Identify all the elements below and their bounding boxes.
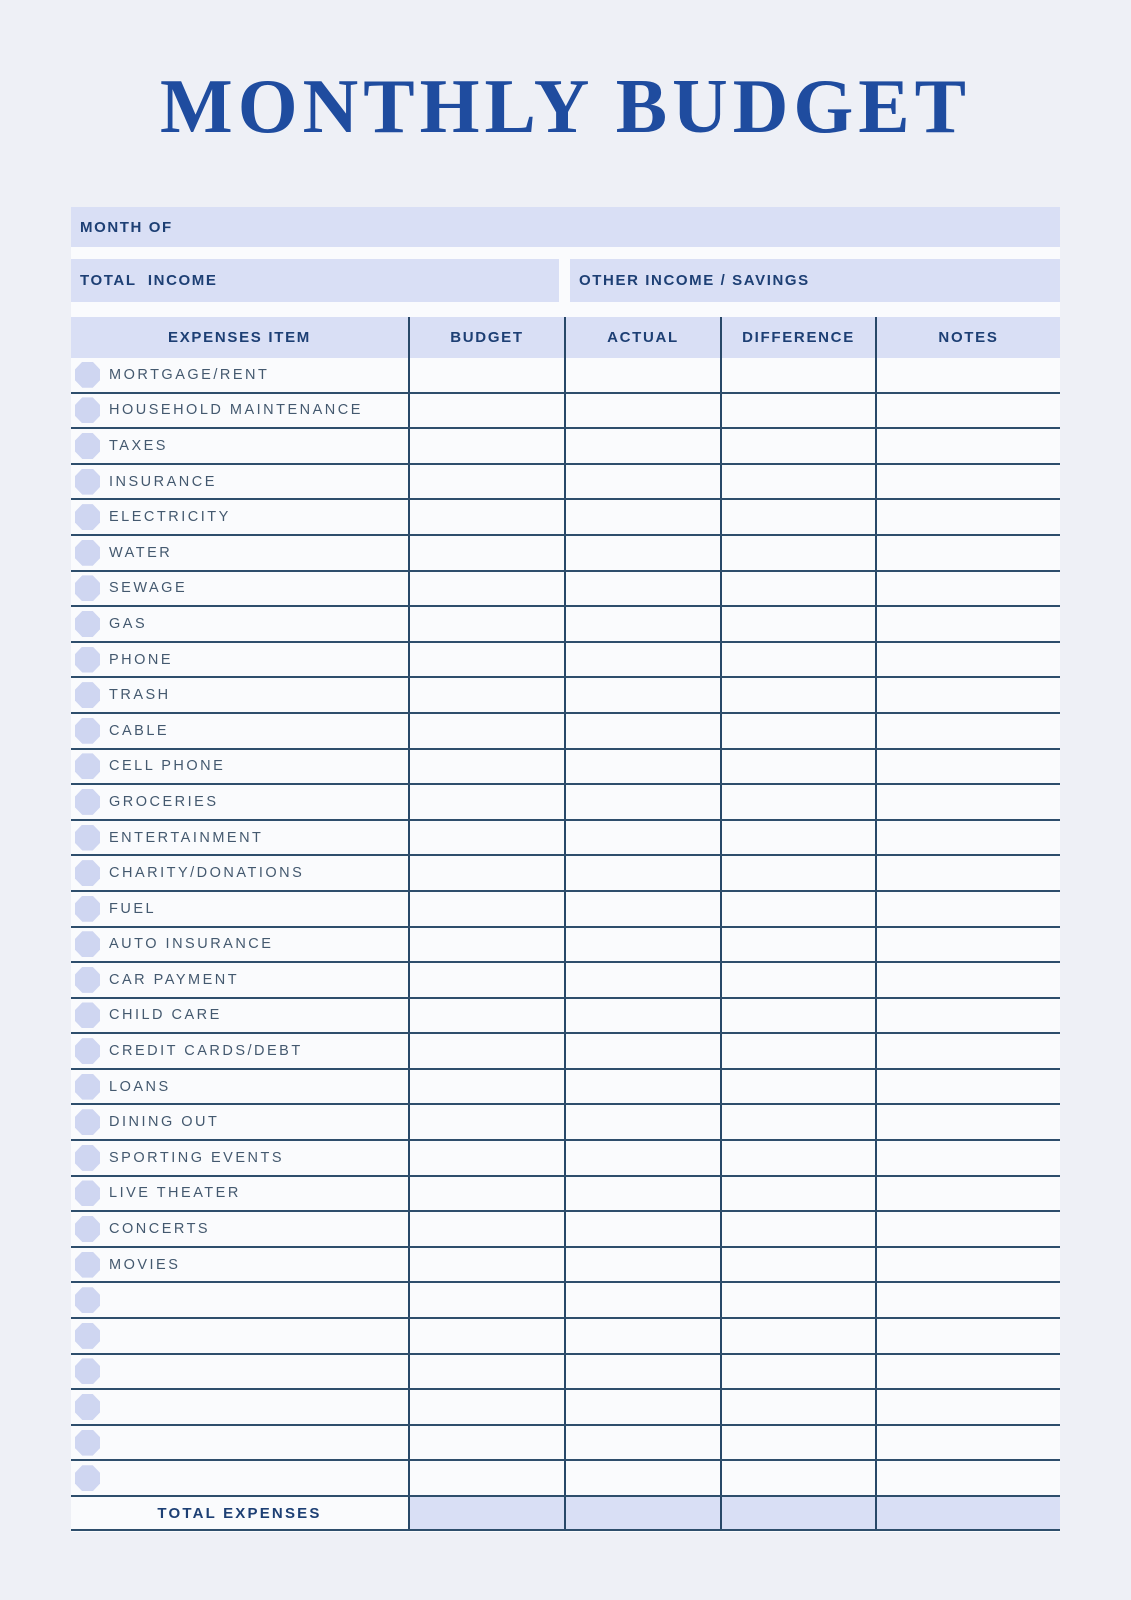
expense-item-cell <box>71 643 408 677</box>
notes-cell <box>875 750 1060 784</box>
table-row <box>71 1141 1060 1177</box>
table-row <box>71 1212 1060 1248</box>
expense-item-cell <box>71 1319 408 1353</box>
notes-cell <box>875 785 1060 819</box>
expense-item-cell <box>71 714 408 748</box>
header-budget: BUDGET <box>408 317 564 358</box>
difference-cell <box>720 928 875 962</box>
total-budget-cell <box>408 1497 564 1529</box>
actual-cell <box>564 1319 720 1353</box>
expense-item-cell <box>71 1105 408 1139</box>
bullet-icon <box>75 931 100 957</box>
bullet-icon <box>75 1074 100 1100</box>
expense-item-cell <box>71 678 408 712</box>
table-row <box>71 963 1060 999</box>
table-row <box>71 358 1060 394</box>
difference-cell <box>720 643 875 677</box>
budget-cell <box>408 1248 564 1282</box>
table-row <box>71 1283 1060 1319</box>
table-row <box>71 1355 1060 1391</box>
difference-cell <box>720 536 875 570</box>
expense-item-label: MOVIES <box>109 1256 181 1273</box>
actual-cell <box>564 465 720 499</box>
budget-cell <box>408 1141 564 1175</box>
total-income-label: TOTAL INCOME <box>80 272 218 289</box>
actual-cell <box>564 999 720 1033</box>
bullet-icon <box>75 1465 100 1491</box>
table-row <box>71 643 1060 679</box>
expense-item-label: MORTGAGE/RENT <box>109 366 270 383</box>
expense-item-label: LOANS <box>109 1078 171 1095</box>
notes-cell <box>875 678 1060 712</box>
table-body <box>71 358 1060 1497</box>
notes-cell <box>875 429 1060 463</box>
bullet-icon <box>75 896 100 922</box>
notes-cell <box>875 394 1060 428</box>
table-row <box>71 536 1060 572</box>
month-of-field <box>71 207 1060 247</box>
notes-cell <box>875 1390 1060 1424</box>
notes-cell <box>875 358 1060 392</box>
actual-cell <box>564 358 720 392</box>
bullet-icon <box>75 789 100 815</box>
difference-cell <box>720 1248 875 1282</box>
expense-item-cell <box>71 1034 408 1068</box>
total-difference-cell <box>720 1497 875 1529</box>
notes-cell <box>875 1248 1060 1282</box>
budget-cell <box>408 1105 564 1139</box>
total-income-field <box>71 259 559 302</box>
difference-cell <box>720 1461 875 1495</box>
bullet-icon <box>75 1109 100 1135</box>
difference-cell <box>720 1390 875 1424</box>
notes-cell <box>875 856 1060 890</box>
budget-cell <box>408 892 564 926</box>
table-row <box>71 750 1060 786</box>
expense-item-label: TRASH <box>109 687 171 704</box>
notes-cell <box>875 1034 1060 1068</box>
notes-cell <box>875 1461 1060 1495</box>
notes-cell <box>875 1319 1060 1353</box>
table-row <box>71 785 1060 821</box>
budget-cell <box>408 714 564 748</box>
budget-cell <box>408 678 564 712</box>
notes-cell <box>875 1355 1060 1389</box>
expense-item-cell <box>71 750 408 784</box>
actual-cell <box>564 1070 720 1104</box>
difference-cell <box>720 714 875 748</box>
actual-cell <box>564 1426 720 1460</box>
bullet-icon <box>75 682 100 708</box>
expense-item-cell <box>71 785 408 819</box>
budget-cell <box>408 1283 564 1317</box>
expense-item-label: INSURANCE <box>109 473 217 490</box>
table-row <box>71 1105 1060 1141</box>
other-income-savings-label: OTHER INCOME / SAVINGS <box>579 272 810 289</box>
difference-cell <box>720 856 875 890</box>
difference-cell <box>720 465 875 499</box>
bullet-icon <box>75 753 100 779</box>
bullet-icon <box>75 860 100 886</box>
actual-cell <box>564 750 720 784</box>
budget-cell <box>408 928 564 962</box>
expense-item-label: GAS <box>109 615 148 632</box>
notes-cell <box>875 928 1060 962</box>
page-title: MONTHLY BUDGET <box>160 63 971 149</box>
notes-cell <box>875 1141 1060 1175</box>
budget-cell <box>408 1461 564 1495</box>
table-row <box>71 1248 1060 1284</box>
expense-item-cell <box>71 394 408 428</box>
table-row <box>71 429 1060 465</box>
expense-item-label: ELECTRICITY <box>109 509 231 526</box>
expense-item-label: LIVE THEATER <box>109 1185 241 1202</box>
actual-cell <box>564 643 720 677</box>
difference-cell <box>720 1070 875 1104</box>
actual-cell <box>564 714 720 748</box>
table-row <box>71 1070 1060 1106</box>
difference-cell <box>720 1141 875 1175</box>
difference-cell <box>720 1212 875 1246</box>
difference-cell <box>720 1426 875 1460</box>
bullet-icon <box>75 825 100 851</box>
expense-item-cell <box>71 1283 408 1317</box>
actual-cell <box>564 856 720 890</box>
table-row <box>71 1177 1060 1213</box>
table-row <box>71 892 1060 928</box>
table-row <box>71 1426 1060 1462</box>
difference-cell <box>720 500 875 534</box>
table-header-row <box>71 317 1060 358</box>
notes-cell <box>875 536 1060 570</box>
expense-item-label: CABLE <box>109 722 170 739</box>
expense-item-label: TAXES <box>109 437 168 454</box>
notes-cell <box>875 963 1060 997</box>
expense-item-cell <box>71 999 408 1033</box>
notes-cell <box>875 1426 1060 1460</box>
budget-cell <box>408 1070 564 1104</box>
header-notes: NOTES <box>875 317 1060 358</box>
bullet-icon <box>75 1002 100 1028</box>
expenses-table <box>71 317 1060 1531</box>
difference-cell <box>720 1177 875 1211</box>
bullet-icon <box>75 1216 100 1242</box>
actual-cell <box>564 1105 720 1139</box>
expense-item-label: ENTERTAINMENT <box>109 829 264 846</box>
notes-cell <box>875 999 1060 1033</box>
bullet-icon <box>75 611 100 637</box>
expense-item-label: PHONE <box>109 651 174 668</box>
actual-cell <box>564 394 720 428</box>
content-area <box>71 207 1060 1532</box>
difference-cell <box>720 963 875 997</box>
budget-cell <box>408 500 564 534</box>
expense-item-label: AUTO INSURANCE <box>109 936 274 953</box>
difference-cell <box>720 607 875 641</box>
budget-cell <box>408 358 564 392</box>
budget-cell <box>408 1177 564 1211</box>
expense-item-label: FUEL <box>109 900 157 917</box>
difference-cell <box>720 821 875 855</box>
budget-cell <box>408 643 564 677</box>
total-actual-cell <box>564 1497 720 1529</box>
header-actual: ACTUAL <box>564 317 720 358</box>
notes-cell <box>875 572 1060 606</box>
actual-cell <box>564 892 720 926</box>
notes-cell <box>875 714 1060 748</box>
table-row <box>71 714 1060 750</box>
budget-cell <box>408 750 564 784</box>
table-row <box>71 1390 1060 1426</box>
budget-cell <box>408 536 564 570</box>
expense-item-cell <box>71 1390 408 1424</box>
expense-item-label: CREDIT CARDS/DEBT <box>109 1043 303 1060</box>
table-row <box>71 928 1060 964</box>
expense-item-cell <box>71 429 408 463</box>
bullet-icon <box>75 1430 100 1456</box>
expense-item-cell <box>71 928 408 962</box>
difference-cell <box>720 1105 875 1139</box>
expense-item-cell <box>71 536 408 570</box>
table-row <box>71 999 1060 1035</box>
total-expenses-row <box>71 1497 1060 1531</box>
expense-item-cell <box>71 1248 408 1282</box>
notes-cell <box>875 1070 1060 1104</box>
notes-cell <box>875 643 1060 677</box>
expense-item-label: SEWAGE <box>109 580 188 597</box>
bullet-icon <box>75 1180 100 1206</box>
budget-cell <box>408 785 564 819</box>
expense-item-cell <box>71 572 408 606</box>
expense-item-label: SPORTING EVENTS <box>109 1149 285 1166</box>
notes-cell <box>875 607 1060 641</box>
actual-cell <box>564 1034 720 1068</box>
notes-cell <box>875 892 1060 926</box>
actual-cell <box>564 928 720 962</box>
expense-item-label: CONCERTS <box>109 1221 211 1238</box>
table-row <box>71 500 1060 536</box>
notes-cell <box>875 500 1060 534</box>
budget-cell <box>408 1355 564 1389</box>
table-row <box>71 607 1060 643</box>
expense-item-cell <box>71 1177 408 1211</box>
expense-item-cell <box>71 963 408 997</box>
budget-cell <box>408 1426 564 1460</box>
table-row <box>71 678 1060 714</box>
budget-cell <box>408 963 564 997</box>
expense-item-label: CELL PHONE <box>109 758 226 775</box>
difference-cell <box>720 678 875 712</box>
other-income-savings-field <box>570 259 1060 302</box>
notes-cell <box>875 465 1060 499</box>
actual-cell <box>564 1212 720 1246</box>
bullet-icon <box>75 1323 100 1349</box>
budget-cell <box>408 465 564 499</box>
actual-cell <box>564 1248 720 1282</box>
expense-item-cell <box>71 1461 408 1495</box>
bullet-icon <box>75 540 100 566</box>
actual-cell <box>564 607 720 641</box>
expense-item-label: WATER <box>109 544 173 561</box>
bullet-icon <box>75 967 100 993</box>
budget-cell <box>408 1034 564 1068</box>
bullet-icon <box>75 1038 100 1064</box>
difference-cell <box>720 358 875 392</box>
expense-item-label: DINING OUT <box>109 1114 220 1131</box>
budget-cell <box>408 394 564 428</box>
bullet-icon <box>75 718 100 744</box>
header-difference: DIFFERENCE <box>720 317 875 358</box>
bullet-icon <box>75 1287 100 1313</box>
expense-item-label: CAR PAYMENT <box>109 971 240 988</box>
bullet-icon <box>75 1252 100 1278</box>
expense-item-cell <box>71 358 408 392</box>
actual-cell <box>564 785 720 819</box>
table-row <box>71 394 1060 430</box>
month-of-label: MONTH OF <box>80 218 173 236</box>
bullet-icon <box>75 1145 100 1171</box>
table-row <box>71 465 1060 501</box>
bullet-icon <box>75 433 100 459</box>
notes-cell <box>875 1283 1060 1317</box>
actual-cell <box>564 1283 720 1317</box>
notes-cell <box>875 1105 1060 1139</box>
budget-cell <box>408 572 564 606</box>
difference-cell <box>720 785 875 819</box>
difference-cell <box>720 1355 875 1389</box>
difference-cell <box>720 999 875 1033</box>
actual-cell <box>564 1177 720 1211</box>
budget-cell <box>408 821 564 855</box>
total-notes-cell <box>875 1497 1060 1529</box>
expense-item-label: CHILD CARE <box>109 1007 222 1024</box>
table-row <box>71 572 1060 608</box>
budget-cell <box>408 607 564 641</box>
difference-cell <box>720 572 875 606</box>
difference-cell <box>720 892 875 926</box>
expense-item-label: GROCERIES <box>109 793 219 810</box>
difference-cell <box>720 1034 875 1068</box>
budget-cell <box>408 1319 564 1353</box>
budget-cell <box>408 1390 564 1424</box>
notes-cell <box>875 821 1060 855</box>
actual-cell <box>564 678 720 712</box>
expense-item-cell <box>71 1212 408 1246</box>
bullet-icon <box>75 647 100 673</box>
actual-cell <box>564 572 720 606</box>
header-expenses-item: EXPENSES ITEM <box>71 317 408 358</box>
budget-cell <box>408 856 564 890</box>
total-expenses-label: TOTAL EXPENSES <box>157 1504 322 1522</box>
actual-cell <box>564 821 720 855</box>
difference-cell <box>720 429 875 463</box>
expense-item-cell <box>71 465 408 499</box>
actual-cell <box>564 536 720 570</box>
notes-cell <box>875 1212 1060 1246</box>
table-row <box>71 821 1060 857</box>
difference-cell <box>720 1283 875 1317</box>
expense-item-label: CHARITY/DONATIONS <box>109 865 305 882</box>
actual-cell <box>564 429 720 463</box>
expense-item-cell <box>71 500 408 534</box>
expense-item-cell <box>71 607 408 641</box>
table-row <box>71 856 1060 892</box>
difference-cell <box>720 394 875 428</box>
difference-cell <box>720 750 875 784</box>
expense-item-cell <box>71 1141 408 1175</box>
budget-cell <box>408 999 564 1033</box>
table-row <box>71 1034 1060 1070</box>
expense-item-cell <box>71 892 408 926</box>
actual-cell <box>564 1390 720 1424</box>
bullet-icon <box>75 575 100 601</box>
expense-item-cell <box>71 1070 408 1104</box>
actual-cell <box>564 500 720 534</box>
actual-cell <box>564 963 720 997</box>
bullet-icon <box>75 469 100 495</box>
expense-item-cell <box>71 821 408 855</box>
expense-item-cell <box>71 1355 408 1389</box>
bullet-icon <box>75 397 100 423</box>
table-row <box>71 1461 1060 1497</box>
budget-cell <box>408 1212 564 1246</box>
bullet-icon <box>75 504 100 530</box>
actual-cell <box>564 1461 720 1495</box>
budget-cell <box>408 429 564 463</box>
expense-item-cell <box>71 856 408 890</box>
expense-item-cell <box>71 1426 408 1460</box>
bullet-icon <box>75 362 100 388</box>
difference-cell <box>720 1319 875 1353</box>
table-row <box>71 1319 1060 1355</box>
expense-item-label: HOUSEHOLD MAINTENANCE <box>109 402 363 419</box>
bullet-icon <box>75 1394 100 1420</box>
actual-cell <box>564 1141 720 1175</box>
bullet-icon <box>75 1358 100 1384</box>
actual-cell <box>564 1355 720 1389</box>
notes-cell <box>875 1177 1060 1211</box>
